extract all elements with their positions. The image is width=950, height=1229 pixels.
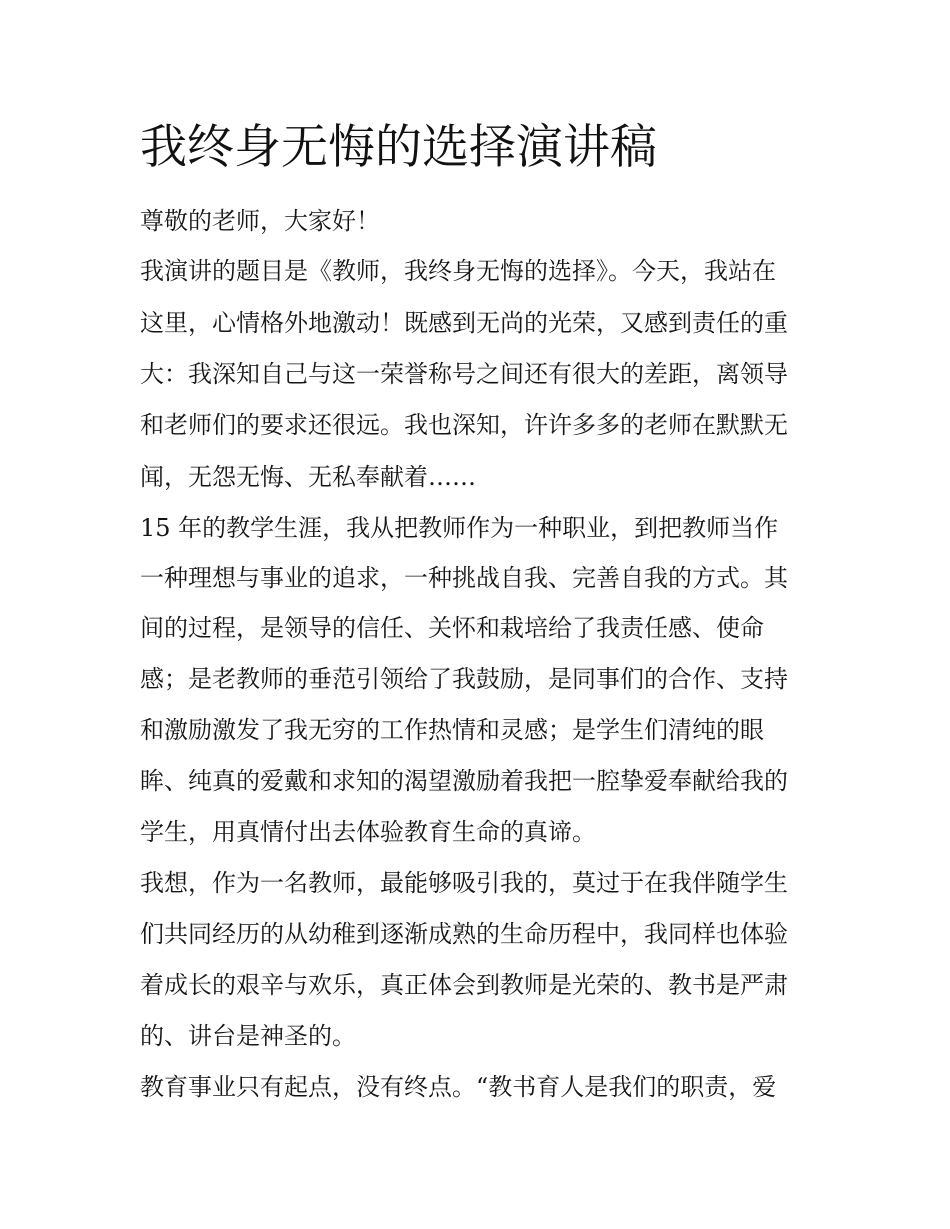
text-line: 这里，心情格外地激动！既感到无尚的光荣，又感到责任的重: [140, 309, 788, 337]
text-line: 们共同经历的从幼稚到逐渐成熟的生命历程中，我同样也体验: [140, 920, 788, 948]
text-line: 感；是老教师的垂范引领给了我鼓励，是同事们的合作、支持: [140, 665, 788, 693]
text-line: 的、讲台是神圣的。: [140, 1022, 356, 1050]
text-line: 眸、纯真的爱戴和求知的渴望激励着我把一腔挚爱奉献给我的: [140, 767, 788, 795]
text-line: 我想，作为一名教师，最能够吸引我的，莫过于在我伴随学生: [140, 869, 788, 897]
text-line: 和老师们的要求还很远。我也深知，许许多多的老师在默默无: [140, 411, 788, 439]
text-line: 着成长的艰辛与欢乐，真正体会到教师是光荣的、教书是严肃: [140, 971, 788, 999]
text-line: 我演讲的题目是《教师，我终身无悔的选择》。今天，我站在: [140, 257, 776, 285]
text-line-greeting: 尊敬的老师，大家好！: [140, 207, 380, 235]
text-line: 间的过程，是领导的信任、关怀和栽培给了我责任感、使命: [140, 614, 764, 642]
text-line: 教育事业只有起点，没有终点。“教书育人是我们的职责，爱: [140, 1073, 777, 1101]
text-line: 一种理想与事业的追求，一种挑战自我、完善自我的方式。其: [140, 564, 788, 592]
text-line: 和激励激发了我无穷的工作热情和灵感；是学生们清纯的眼: [140, 716, 764, 744]
text-line: 15 年的教学生涯，我从把教师作为一种职业，到把教师当作: [140, 514, 779, 542]
text-line: 大：我深知自己与这一荣誉称号之间还有很大的差距，离领导: [140, 360, 788, 388]
document-title: 我终身无悔的选择演讲稿: [140, 120, 657, 175]
text-line: 闻，无怨无悔、无私奉献着……: [140, 463, 476, 491]
text-line: 学生，用真情付出去体验教育生命的真谛。: [140, 818, 596, 846]
